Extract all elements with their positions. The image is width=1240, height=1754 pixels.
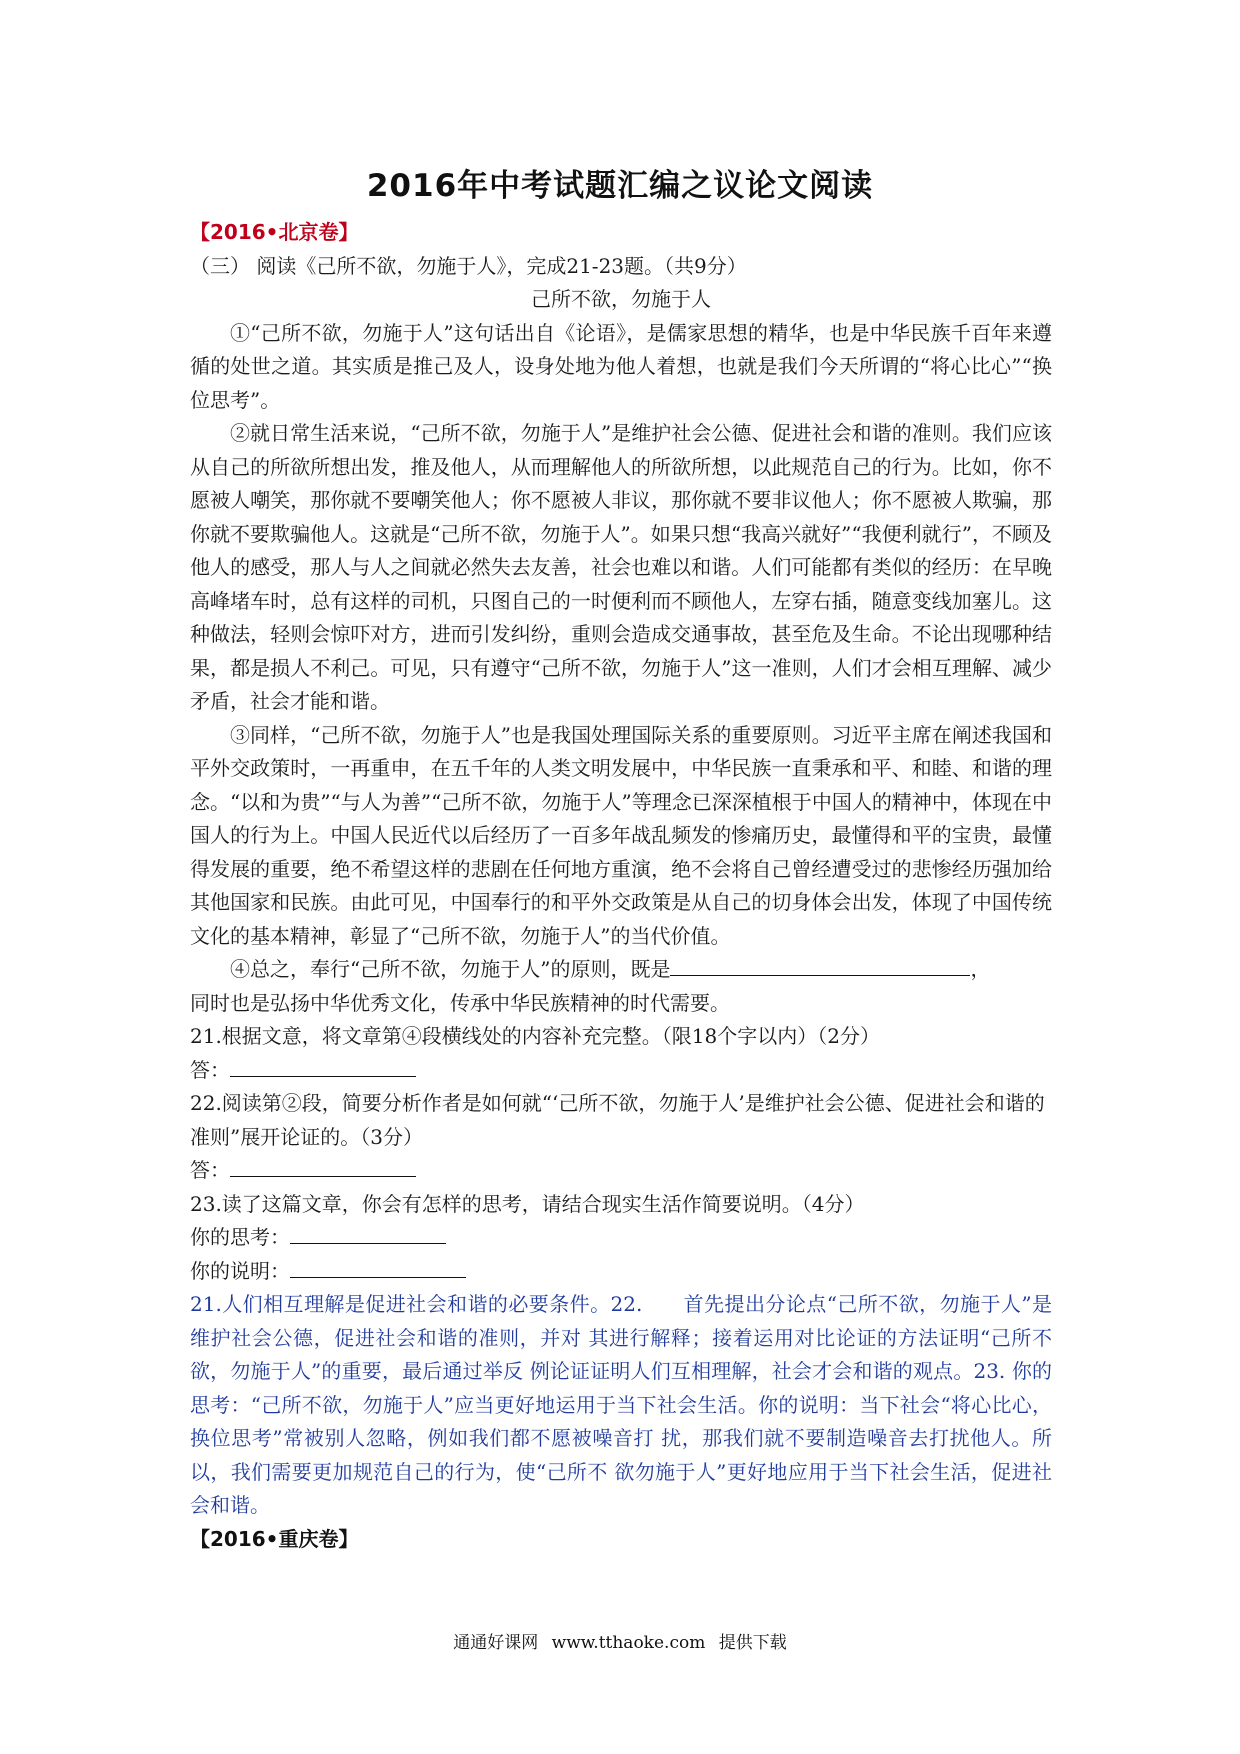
explain-blank-23[interactable] — [290, 1255, 466, 1278]
answer-blank-22[interactable] — [230, 1154, 416, 1177]
article-title: 己所不欲，勿施于人 — [531, 287, 711, 311]
think-blank-23[interactable] — [290, 1221, 446, 1244]
fill-in-blank-line[interactable] — [670, 953, 970, 976]
answer-key: 21.人们相互理解是促进社会和谐的必要条件。22. 首先提出分论点“己所不欲，勿施于人”是维护社会公德，促进社会和谐的准则，并对 其进行解释；接着运用对比论证的方法证明“己所不欲，勿施于人”的重要，最后通过举反 例论证证明人们互相理解，社会才会和谐的观点。23. 你的思考：“己所不欲，勿施于人”应当更好地运用于当下社会生活。你的说明：当下社会“将心比心，换位思考”常被别人忽略，例如我们都不愿被噪音打 扰，那我们就不要制造噪音去打扰他人。所以，我们需要更加规范自己的行为，使“己所不 欲勿施于人”更好地应用于当下社会生活，促进社会和谐。 — [190, 1292, 1052, 1517]
article-paragraph-4 — [190, 953, 1052, 987]
paragraph-4-lead: ④总之，奉行“己所不欲，勿施于人”的原则，既是 — [230, 957, 671, 981]
footer-url[interactable]: www.tthaoke.com — [551, 1633, 706, 1653]
page-title: 2016年中考试题汇编之议论文阅读 — [366, 168, 874, 204]
page-footer — [0, 1628, 1240, 1653]
think-label-23: 你的思考： — [190, 1225, 290, 1249]
question-21: 21.根据文意，将文章第④段横线处的内容补充完整。（限18个字以内）（2分） — [190, 1024, 880, 1048]
section-label-beijing: 【2016•北京卷】 — [190, 220, 359, 244]
footer-site-name: 通通好课网 — [453, 1633, 539, 1653]
section-label-chongqing: 【2016•重庆卷】 — [190, 1526, 359, 1551]
article-paragraph-3: ③同样，“己所不欲，勿施于人”也是我国处理国际关系的重要原则。习近平主席在阐述我国和平外交政策时，一再重申，在五千年的人类文明发展中，中华民族一直秉承和平、和睦、和谐的理念。“以和为贵”“与人为善”“己所不欲，勿施于人”等理念已深深植根于中国人的精神中，体现在中国人的行为上。中国人民近代以后经历了一百多年战乱频发的惨痛历史，最懂得和平的宝贵，最懂得发展的重要，绝不希望这样的悲剧在任何地方重演，绝不会将自己曾经遭受过的悲惨经历强加给其他国家和民族。由此可见，中国奉行的和平外交政策是从自己的切身体会出发，体现了中国传统文化的基本精神，彰显了“己所不欲，勿施于人”的当代价值。 — [190, 722, 1052, 948]
paragraph-4-comma: ， — [970, 957, 991, 981]
article-paragraph-2: ②就日常生活来说，“己所不欲，勿施于人”是维护社会公德、促进社会和谐的准则。我们应该从自己的所欲所想出发，推及他人，从而理解他人的所欲所想，以此规范自己的行为。比如，你不愿被人嘲笑，那你就不要嘲笑他人；你不愿被人非议，那你就不要非议他人；你不愿被人欺骗，那你就不要欺骗他人。这就是“己所不欲，勿施于人”。如果只想“我高兴就好”“我便利就行”，不顾及他人的感受，那人与人之间就必然失去友善，社会也难以和谐。人们可能都有类似的经历：在早晚高峰堵车时，总有这样的司机，只图自己的一时便利而不顾他人，左穿右插，随意变线加塞儿。这种做法，轻则会惊吓对方，进而引发纠纷，重则会造成交通事故，甚至危及生命。不论出现哪种结果，都是损人不利己。可见，只有遵守“己所不欲，勿施于人”这一准则，人们才会相互理解、减少矛盾，社会才能和谐。 — [190, 421, 1052, 713]
answer-label-21: 答： — [190, 1057, 230, 1082]
article-paragraph-4-cont: 同时也是弘扬中华优秀文化，传承中华民族精神的时代需要。 — [190, 990, 730, 1015]
footer-tail: 提供下载 — [718, 1633, 787, 1653]
document-body — [190, 216, 1052, 1556]
article-paragraph-1: ①“己所不欲，勿施于人”这句话出自《论语》，是儒家思想的精华，也是中华民族千百年来遵循的处世之道。其实质是推己及人，设身处地为他人着想，也就是我们今天所谓的“将心比心”“换位思考”。 — [190, 320, 1052, 412]
answer-line-21 — [190, 1054, 1052, 1088]
reading-instructions: （三） 阅读《己所不欲，勿施于人》，完成21-23题。（共9分） — [190, 253, 747, 278]
answer-label-22: 答： — [190, 1158, 230, 1182]
think-line-23 — [190, 1221, 1052, 1255]
explain-line-23 — [190, 1255, 1052, 1289]
answer-line-22 — [190, 1154, 1052, 1188]
answer-blank-21[interactable] — [230, 1054, 416, 1077]
question-23: 23.读了这篇文章，你会有怎样的思考，请结合现实生活作简要说明。（4分） — [190, 1191, 865, 1216]
explain-label-23: 你的说明： — [190, 1258, 290, 1283]
question-22: 22.阅读第②段，简要分析作者是如何就“‘己所不欲，勿施于人’是维护社会公德、促进社会和谐的准则”展开论证的。（3分） — [190, 1091, 1045, 1149]
